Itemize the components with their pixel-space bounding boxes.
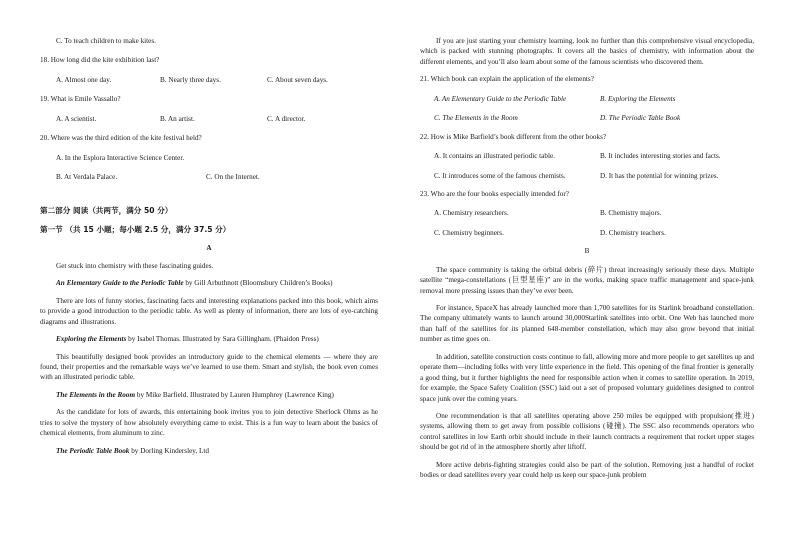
q22-option-d: D. It has the potential for winning prizes. <box>600 171 719 180</box>
q18-option-b: B. Nearly three days. <box>160 75 221 84</box>
book-4-heading <box>40 446 378 456</box>
passage-b-label: B <box>584 247 590 256</box>
q23-option-a: A. Chemistry researchers. <box>434 209 509 218</box>
q17-option-c: C. To teach children to make kites. <box>56 37 156 45</box>
book-3-byline: by Mike Barfield. Illustrated by Lauren Humphrey (Lawrence King) <box>135 390 334 399</box>
q22-option-c: C. It introduces some of the famous chemists. <box>434 171 566 180</box>
q19-option-a: A. A scientist. <box>56 114 97 123</box>
book-4-byline: by Dorling Kindersley, Ltd <box>129 446 209 455</box>
book-1-title: An Elementary Guide to the Periodic Table <box>56 279 184 288</box>
q19-option-b: B. An artist. <box>160 114 195 123</box>
book-3-description: As the candidate for lots of awards, this entertaining book invites you to join detective Sherlock Ohms as he tries to solve the mystery of how absolutely everything came to exist. This is a fun way to learn about the basics of chemical elements, from aluminum to zinc. <box>40 408 378 438</box>
passage-a-intro: Get stuck into chemistry with these fascinating guides. <box>56 261 214 270</box>
book-4-description: If you are just starting your chemistry learning, look no further than this comprehensive visual encyclopedia, which is packed with stunning photographs. It covers all the basics of chemistry, with information about the different elements, and you’ll also learn about some of the famous scientists who discovered them. <box>420 37 754 66</box>
question-22: 22. How is Mike Barfield’s book different from the other books? <box>420 132 607 141</box>
book-1-byline: by Gill Arbuthnott (Bloomsbury Children’s Books) <box>183 279 333 288</box>
q21-option-a: A. An Elementary Guide to the Periodic Table <box>434 94 567 103</box>
question-18-options <box>56 75 378 85</box>
part-two-heading: 第二部分 阅读（共两节，满分 50 分） <box>40 205 173 215</box>
question-23-options <box>434 208 754 238</box>
book-2-byline: by Isabel Thomas. Illustrated by Sara Gillingham. (Phaidon Press) <box>126 335 319 344</box>
q21-option-c: C. The Elements in the Room <box>434 114 518 123</box>
passage-b-paragraph-4: One recommendation is that all satellites operating above 250 miles be equipped with propulsion(推进) systems, allowing them to get away from possible collisions (碰撞). The SSC also recommends operators who control satellites in low Earth orbit should include in their launch contracts a requirement that rocket upper stages should be got rid of in the atmosphere shortly after liftoff. <box>420 411 754 452</box>
q22-option-a: A. It contains an illustrated periodic table. <box>434 152 555 161</box>
book-2-title: Exploring the Elements <box>56 335 127 344</box>
q21-option-d: D. The Periodic Table Book <box>600 114 681 123</box>
question-19-options <box>56 114 378 124</box>
q20-option-c: C. On the Internet. <box>206 173 260 182</box>
left-column <box>40 36 378 463</box>
right-column <box>420 36 754 488</box>
question-20-options-bc <box>56 172 378 182</box>
question-21-options <box>434 94 754 124</box>
book-1-description: There are lots of funny stories, fascinating facts and interesting explanations packed into this book, which aims to provide a good introduction to the periodic table. As well as plenty of information, there are lots of eye-catching diagrams and illustrations. <box>40 296 378 326</box>
question-23: 23. Who are the four books especially intended for? <box>420 189 569 198</box>
section-one-heading: 第一节 （共 15 小题；每小题 2.5 分，满分 37.5 分） <box>40 224 231 234</box>
question-18: 18. How long did the kite exhibition last? <box>40 56 160 65</box>
book-2-heading <box>40 334 378 344</box>
q20-option-b: B. At Verdala Palace. <box>56 173 118 182</box>
passage-b-paragraph-2: For instance, SpaceX has already launched more than 1,700 satellites for its Starlink broadband constellation. The company ultimately wants to launch around 30,000Starlink satellites into orbit. One Web has launched more than half of the satellites for its planned 648-member constellation, which may also grow beyond that initial number as time goes on. <box>420 304 754 344</box>
q18-option-a: A. Almost one day. <box>56 75 112 84</box>
q20-option-a: A. In the Esplora Interactive Science Center. <box>56 153 185 162</box>
q21-option-b: B. Exploring the Elements <box>600 94 676 103</box>
q22-option-b: B. It includes interesting stories and facts. <box>600 152 721 161</box>
book-3-title: The Elements in the Room <box>56 390 136 399</box>
question-21: 21. Which book can explain the application of the elements? <box>420 75 594 84</box>
passage-b-paragraph-3: In addition, satellite construction costs continue to fall, allowing more and more people to get satellites up and operate them—including folks with very little experience in the field. This opening of the final frontier is generally a good thing, but it further highlights the need for responsible action when it comes to satellite operation. In 2019, for example, the Space Safety Coalition (SSC) laid out a set of proposed voluntary guidelines designed to control space junk over the coming years. <box>420 352 754 403</box>
q18-option-c: C. About seven days. <box>267 75 328 84</box>
passage-b-paragraph-5: More active debris-fighting strategies could also be part of the solution. Removing just a handful of rocket bodies or dead satellites every year could help us keep our space-junk problem <box>420 460 754 480</box>
q23-option-d: D. Chemistry teachers. <box>600 228 666 237</box>
passage-b-paragraph-1: The space community is taking the orbital debris (碎片) threat increasingly seriously these days. Multiple satellite “mega-constellations (巨型星座)” are in the works, making space traffic management and space-junk removal more pressing issues than they’ve ever been. <box>420 265 754 295</box>
book-3-heading <box>40 390 378 400</box>
question-22-options <box>434 151 754 181</box>
book-2-description: This beautifully designed book provides an introductory guide to the chemical elements — where they are found, their properties and the remarkable ways we’ve learned to use them. Smart and stylish, the book even comes with an illustrated periodic table. <box>40 352 378 382</box>
book-4-title: The Periodic Table Book <box>56 446 130 455</box>
question-20: 20. Where was the third edition of the kite festival held? <box>40 134 202 143</box>
q23-option-b: B. Chemistry majors. <box>600 209 662 218</box>
q23-option-c: C. Chemistry beginners. <box>434 228 504 237</box>
question-19: 19. What is Emile Vassallo? <box>40 95 121 104</box>
q19-option-c: C. A director. <box>267 114 306 123</box>
book-1-heading <box>40 278 378 288</box>
passage-a-label: A <box>206 243 212 252</box>
